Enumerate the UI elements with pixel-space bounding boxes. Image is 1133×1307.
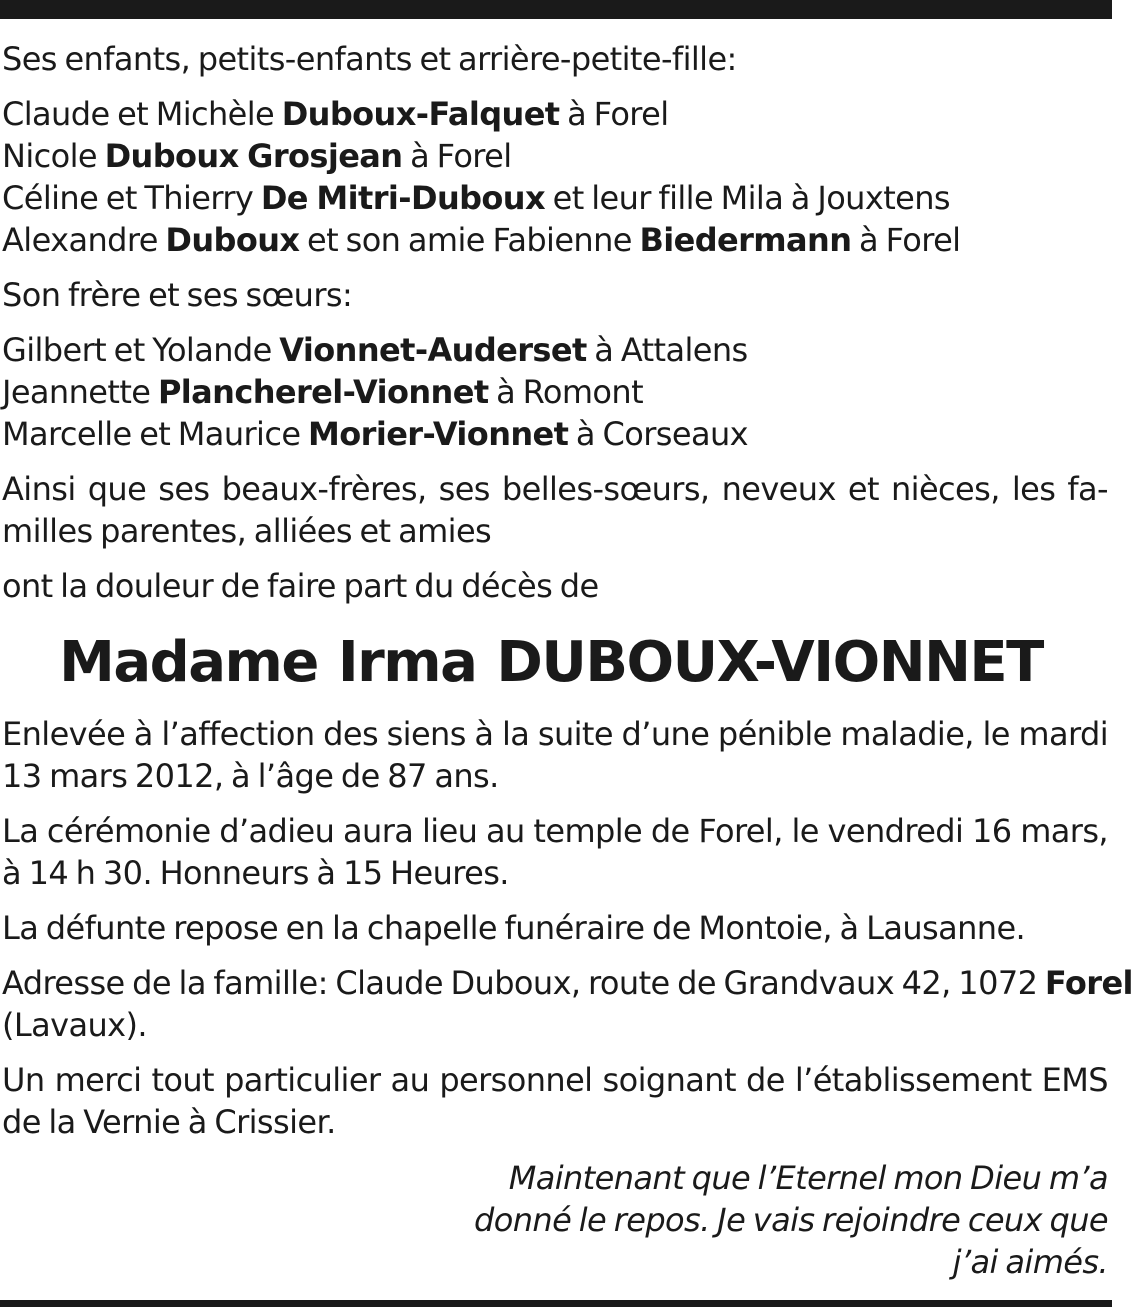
thanks-paragraph: Un merci tout particulier au personnel soignant de l’établissement EMS de la Vernie à Crissier. bbox=[2, 1061, 1108, 1141]
siblings-intro: Son frère et ses sœurs: bbox=[2, 276, 353, 314]
rest-paragraph: La défunte repose en la chapelle funéraire de Montoie, à Lausanne. bbox=[2, 909, 1026, 947]
top-rule bbox=[0, 0, 1112, 19]
list-item: Marcelle et Maurice Morier-Vionnet à Corseaux bbox=[2, 415, 748, 453]
list-item: Jeannette Plancherel-Vionnet à Romont bbox=[2, 373, 644, 411]
list-item: Céline et Thierry De Mitri-Duboux et leur fille Mila à Jouxtens bbox=[2, 179, 950, 217]
ceremony-paragraph: La cérémonie d’adieu aura lieu au temple de Forel, le vendredi 16 mars, à 14 h 30. Honneurs à 15 Heures. bbox=[2, 812, 1108, 892]
siblings-list bbox=[2, 329, 1108, 455]
family-name: Biedermann bbox=[639, 221, 852, 259]
others-paragraph: Ainsi que ses beaux-frères, ses belles-sœurs, neveux et nièces, les fa- milles parentes, alliées et amies bbox=[2, 470, 1108, 550]
list-item: Nicole Duboux Grosjean à Forel bbox=[2, 137, 512, 175]
family-name: Plancherel-Vionnet bbox=[157, 373, 489, 411]
family-name: Morier-Vionnet bbox=[308, 415, 569, 453]
children-intro: Ses enfants, petits-enfants et arrière-petite-fille: bbox=[2, 40, 737, 78]
family-name: Duboux bbox=[165, 221, 300, 259]
children-list bbox=[2, 93, 1108, 261]
death-paragraph: Enlevée à l’affection des siens à la suite d’une pénible maladie, le mardi 13 mars 2012, à l’âge de 87 ans. bbox=[2, 715, 1108, 795]
address-paragraph: Adresse de la famille: Claude Duboux, route de Grandvaux 42, 1072 Forel (Lavaux). bbox=[2, 964, 1133, 1044]
announcement: ont la douleur de faire part du décès de bbox=[2, 567, 599, 605]
address-town: Forel bbox=[1044, 964, 1133, 1002]
family-name: Vionnet-Auderset bbox=[279, 331, 587, 369]
bottom-rule bbox=[0, 1300, 1112, 1307]
family-name: Duboux Grosjean bbox=[104, 137, 403, 175]
family-name: De Mitri-Duboux bbox=[260, 179, 546, 217]
list-item: Gilbert et Yolande Vionnet-Auderset à Attalens bbox=[2, 331, 748, 369]
deceased-name: Madame Irma DUBOUX-VIONNET bbox=[59, 630, 1043, 695]
closing-quote: Maintenant que l’Eternel mon Dieu m’a donné le repos. Je vais rejoindre ceux que j’ai aimés. bbox=[474, 1159, 1108, 1281]
list-item: Claude et Michèle Duboux-Falquet à Forel bbox=[2, 95, 669, 133]
list-item: Alexandre Duboux et son amie Fabienne Biedermann à Forel bbox=[2, 221, 961, 259]
family-name: Duboux-Falquet bbox=[281, 95, 560, 133]
death-notice bbox=[2, 38, 1133, 1283]
